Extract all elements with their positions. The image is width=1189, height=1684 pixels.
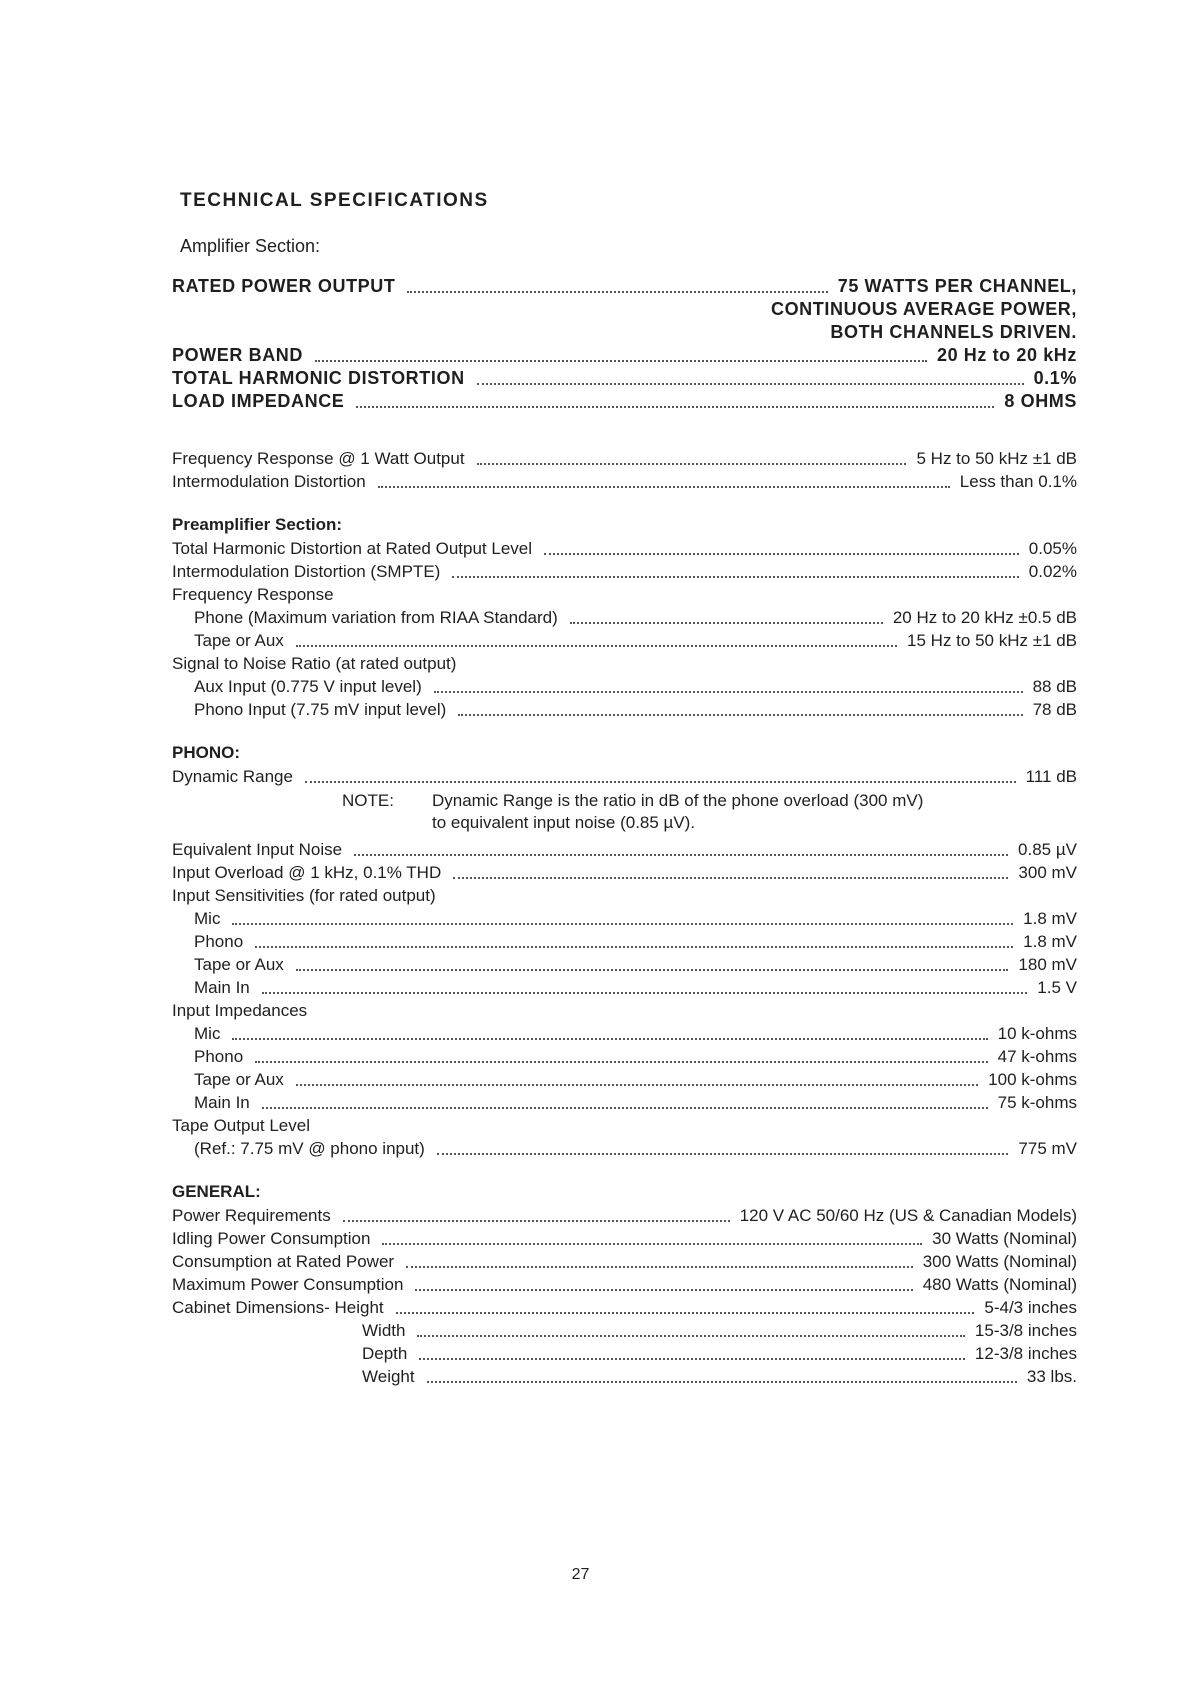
spec-value: 0.05% [1028, 539, 1077, 558]
leader-dots [382, 1242, 922, 1245]
leader-dots [570, 621, 883, 624]
spec-label: Width [362, 1321, 406, 1340]
spec-value: 300 mV [1018, 863, 1077, 882]
leader-dots [453, 876, 1008, 879]
spec-row [172, 629, 1077, 652]
spec-row [172, 675, 1077, 698]
spec-label: Frequency Response @ 1 Watt Output [172, 449, 465, 468]
spec-label: Consumption at Rated Power [172, 1252, 395, 1271]
leader-dots [458, 713, 1022, 716]
spec-label: Tape or Aux [194, 631, 284, 650]
leader-dots [296, 1083, 978, 1086]
spec-label: Input Overload @ 1 kHz, 0.1% THD [172, 863, 442, 882]
spec-value: 15-3/8 inches [974, 1321, 1077, 1340]
spec-row [172, 838, 1077, 861]
note-text: Dynamic Range is the ratio in dB of the phone overload (300 mV) [432, 791, 924, 810]
spec-label: Equivalent Input Noise [172, 840, 343, 859]
note-text: to equivalent input noise (0.85 µV). [432, 813, 696, 832]
spec-value: 480 Watts (Nominal) [922, 1275, 1077, 1294]
spec-subheading [172, 999, 1077, 1022]
spec-value: 111 dB [1025, 767, 1077, 786]
spec-label: RATED POWER OUTPUT [172, 276, 396, 296]
spec-value: 88 dB [1032, 677, 1077, 696]
spec-row [172, 953, 1077, 976]
spec-value: 100 k-ohms [988, 1070, 1077, 1089]
spec-label: Intermodulation Distortion (SMPTE) [172, 562, 441, 581]
spec-value: 8 OHMS [1004, 391, 1077, 411]
spec-row [172, 1045, 1077, 1068]
spec-label: Maximum Power Consumption [172, 1275, 404, 1294]
spec-value: 5 Hz to 50 kHz ±1 dB [916, 449, 1077, 468]
spec-value: 15 Hz to 50 kHz ±1 dB [907, 631, 1077, 650]
leader-dots [232, 1037, 987, 1040]
leader-dots [406, 1265, 913, 1268]
spec-row [172, 537, 1077, 560]
leader-dots [544, 552, 1019, 555]
spec-row [172, 1296, 1077, 1319]
spec-value: 75 WATTS PER CHANNEL, [837, 276, 1077, 296]
spec-value: 5-4/3 inches [984, 1298, 1077, 1317]
spec-row [172, 298, 1077, 321]
spec-value: 120 V AC 50/60 Hz (US & Canadian Models) [739, 1206, 1077, 1225]
spec-value: 78 dB [1032, 700, 1077, 719]
spec-row [172, 930, 1077, 953]
spec-value: BOTH CHANNELS DRIVEN. [830, 322, 1077, 342]
spec-subheading [172, 652, 1077, 675]
spec-value: Less than 0.1% [959, 472, 1077, 491]
spec-label: Dynamic Range [172, 767, 293, 786]
spec-label: TOTAL HARMONIC DISTORTION [172, 368, 465, 388]
spec-row [172, 390, 1077, 413]
spec-label: Cabinet Dimensions- Height [172, 1298, 384, 1317]
page-title: TECHNICAL SPECIFICATIONS [180, 190, 489, 211]
spec-value: 0.02% [1028, 562, 1077, 581]
spec-value: 12-3/8 inches [974, 1344, 1077, 1363]
spec-row [172, 560, 1077, 583]
spec-row [172, 976, 1077, 999]
spec-row [172, 1273, 1077, 1296]
leader-dots [262, 1106, 988, 1109]
spec-row [172, 275, 1077, 298]
spec-row [172, 698, 1077, 721]
spec-subheading [172, 1114, 1077, 1137]
spec-label: Phono [194, 932, 244, 951]
spec-value: 20 Hz to 20 kHz ±0.5 dB [892, 608, 1077, 627]
page-number-text: 27 [571, 1566, 590, 1583]
spec-row [172, 907, 1077, 930]
spec-label: Tape or Aux [194, 955, 284, 974]
spec-value: 180 mV [1018, 955, 1077, 974]
leader-dots [343, 1219, 730, 1222]
spec-value: 0.85 µV [1018, 840, 1077, 859]
leader-dots [396, 1311, 975, 1314]
spec-label: Total Harmonic Distortion at Rated Output Level [172, 539, 533, 558]
spec-label: Signal to Noise Ratio (at rated output) [172, 654, 457, 673]
spec-label: Phone (Maximum variation from RIAA Standard) [194, 608, 558, 627]
leader-dots [378, 485, 950, 488]
spec-row [172, 470, 1077, 493]
spec-row [172, 367, 1077, 390]
spec-label: Mic [194, 1024, 221, 1043]
spec-label: Phono Input (7.75 mV input level) [194, 700, 447, 719]
spec-row [172, 861, 1077, 884]
leader-dots [452, 575, 1018, 578]
page-number [0, 1566, 1189, 1584]
leader-dots [437, 1152, 1009, 1155]
spec-label: Input Sensitivities (for rated output) [172, 886, 436, 905]
spec-label: Mic [194, 909, 221, 928]
leader-dots [305, 780, 1016, 783]
spec-row [172, 1204, 1077, 1227]
spec-label: Phono [194, 1047, 244, 1066]
leader-dots [262, 991, 1028, 994]
spec-row [172, 606, 1077, 629]
leader-dots [232, 922, 1013, 925]
spec-label: (Ref.: 7.75 mV @ phono input) [194, 1139, 425, 1158]
spec-label: Tape Output Level [172, 1116, 310, 1135]
spec-subheading [172, 583, 1077, 606]
spec-value: 20 Hz to 20 kHz [936, 345, 1077, 365]
leader-dots [427, 1380, 1017, 1383]
spec-label: Main In [194, 978, 250, 997]
phono-section-heading: PHONO: [172, 743, 240, 762]
amplifier-section-heading: Amplifier Section: [180, 236, 321, 256]
spec-value: CONTINUOUS AVERAGE POWER, [770, 299, 1077, 319]
spec-label: POWER BAND [172, 345, 303, 365]
spec-value: 1.8 mV [1023, 932, 1077, 951]
leader-dots [477, 462, 907, 465]
leader-dots [354, 853, 1008, 856]
spec-row [172, 1091, 1077, 1114]
spec-value: 10 k-ohms [997, 1024, 1077, 1043]
preamplifier-section-heading: Preamplifier Section: [172, 515, 343, 534]
spec-label: Main In [194, 1093, 250, 1112]
spec-label: LOAD IMPEDANCE [172, 391, 345, 411]
spec-row [172, 321, 1077, 344]
leader-dots [415, 1288, 912, 1291]
leader-dots [315, 359, 927, 362]
leader-dots [296, 968, 1009, 971]
leader-dots [296, 644, 897, 647]
leader-dots [255, 1060, 987, 1063]
leader-dots [356, 405, 994, 408]
spec-value: 47 k-ohms [997, 1047, 1077, 1066]
leader-dots [255, 945, 1013, 948]
leader-dots [407, 290, 827, 293]
spec-row [172, 1068, 1077, 1091]
leader-dots [477, 382, 1024, 385]
spec-label: Tape or Aux [194, 1070, 284, 1089]
spec-label: Aux Input (0.775 V input level) [194, 677, 422, 696]
spec-label: Input Impedances [172, 1001, 308, 1020]
spec-row [172, 1365, 1077, 1388]
spec-row [172, 447, 1077, 470]
spec-value: 775 mV [1018, 1139, 1077, 1158]
spec-value: 300 Watts (Nominal) [922, 1252, 1077, 1271]
spec-row [172, 1342, 1077, 1365]
spec-row [172, 1022, 1077, 1045]
spec-row [172, 1137, 1077, 1160]
spec-value: 1.8 mV [1023, 909, 1077, 928]
spec-label: Intermodulation Distortion [172, 472, 366, 491]
spec-row [172, 344, 1077, 367]
spec-value: 75 k-ohms [997, 1093, 1077, 1112]
spec-label: Frequency Response [172, 585, 334, 604]
spec-value: 0.1% [1033, 368, 1077, 388]
spec-row [172, 1227, 1077, 1250]
spec-value: 33 lbs. [1026, 1367, 1077, 1386]
spec-row [172, 1319, 1077, 1342]
leader-dots [434, 690, 1023, 693]
spec-label: Idling Power Consumption [172, 1229, 371, 1248]
leader-dots [419, 1357, 965, 1360]
leader-dots [417, 1334, 964, 1337]
dynamic-range-note [172, 790, 1077, 834]
spec-row [172, 765, 1077, 788]
spec-label: Power Requirements [172, 1206, 331, 1225]
spec-value: 30 Watts (Nominal) [932, 1229, 1077, 1248]
spec-value: 1.5 V [1037, 978, 1077, 997]
spec-label: Weight [362, 1367, 415, 1386]
spec-sheet [172, 190, 1077, 1388]
spec-row [172, 1250, 1077, 1273]
general-section-heading: GENERAL: [172, 1182, 261, 1201]
spec-subheading [172, 884, 1077, 907]
spec-label: Depth [362, 1344, 408, 1363]
note-label: NOTE: [342, 791, 394, 810]
